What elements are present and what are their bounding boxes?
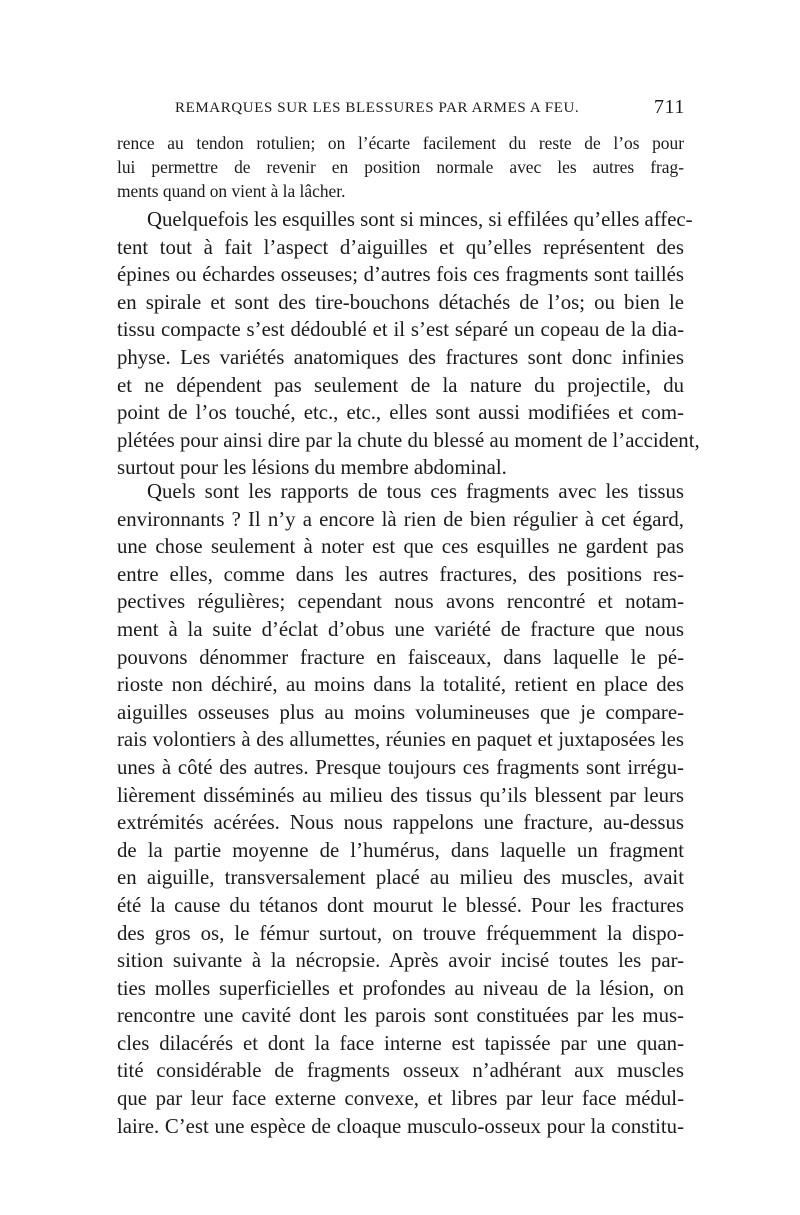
text-line: aiguilles osseuses plus au moins volumineuses que je compare- [117, 700, 684, 724]
running-title: REMARQUES SUR LES BLESSURES PAR ARMES A FEU. [175, 100, 580, 116]
text-line: des gros os, le fémur surtout, on trouve fréquemment la dispo- [117, 921, 684, 945]
running-header [175, 96, 685, 118]
text-line: lui permettre de revenir en position normale avec les autres frag- [117, 157, 684, 177]
text-line: de la partie moyenne de l’humérus, dans laquelle un fragment [117, 838, 684, 862]
text-line: tité considérable de fragments osseux n’adhérant aux muscles [117, 1059, 684, 1083]
text-line: en aiguille, transversalement placé au milieu des muscles, avait [117, 866, 684, 890]
text-line: environnants ? Il n’y a encore là rien de bien régulier à cet égard, [117, 507, 684, 531]
text-line: tent tout à fait l’aspect d’aiguilles et qu’elles représentent des [117, 235, 684, 259]
paragraph-rapports [117, 478, 684, 1140]
text-line: que par leur face externe convexe, et libres par leur face médul- [117, 1087, 684, 1111]
text-line: extrémités acérées. Nous nous rappelons une fracture, au-dessus [117, 811, 684, 835]
text-line: épines ou échardes osseuses; d’autres fois ces fragments sont taillés [117, 263, 684, 287]
text-line: unes à côté des autres. Presque toujours ces fragments sont irrégu- [117, 755, 684, 779]
paragraph-continuation [117, 131, 684, 203]
text-line: tissu compacte s’est dédoublé et il s’est séparé un copeau de la dia- [117, 318, 684, 342]
text-line: rais volontiers à des allumettes, réunies en paquet et juxtaposées les [117, 728, 684, 752]
text-line: en spirale et sont des tire-bouchons détachés de l’os; ou bien le [117, 290, 684, 314]
text-line: lièrement disséminés au milieu des tissus qu’ils blessent par leurs [117, 783, 684, 807]
text-line: rencontre une cavité dont les parois sont constituées par les mus- [117, 1004, 684, 1028]
text-line: sition suivante à la nécropsie. Après avoir incisé toutes les par- [117, 949, 684, 973]
text-line: Quels sont les rapports de tous ces fragments avec les tissus [147, 480, 684, 503]
text-line: été la cause du tétanos dont mourut le blessé. Pour les fractures [117, 893, 684, 917]
paragraph-esquilles [117, 206, 700, 482]
text-line: une chose seulement à noter est que ces esquilles ne gardent pas [117, 535, 684, 559]
page-number: 711 [653, 96, 685, 118]
text-line: entre elles, comme dans les autres fractures, des positions res- [117, 562, 684, 586]
text-line: ment à la suite d’éclat d’obus une variété de fracture que nous [117, 617, 684, 641]
text-line: point de l’os touché, etc., etc., elles sont aussi modifiées et com- [117, 401, 684, 425]
text-line: plétées pour ainsi dire par la chute du blessé au moment de l’accident, [117, 428, 700, 452]
text-line: physe. Les variétés anatomiques des fractures sont donc infinies [117, 345, 684, 369]
text-line: ties molles superficielles et profondes au niveau de la lésion, on [117, 976, 684, 1000]
text-line: et ne dépendent pas seulement de la nature du projectile, du [117, 373, 684, 397]
text-line: rioste non déchiré, au moins dans la totalité, retient en place des [117, 673, 684, 697]
text-line: Quelquefois les esquilles sont si minces, si effilées qu’elles affec- [147, 208, 693, 231]
text-line: ments quand on vient à la lâcher. [117, 181, 346, 201]
text-line: cles dilacérés et dont la face interne est tapissée par une quan- [117, 1031, 684, 1055]
text-line: rence au tendon rotulien; on l’écarte facilement du reste de l’os pour [117, 133, 684, 153]
text-line: pouvons dénommer fracture en faisceaux, dans laquelle le pé- [117, 645, 684, 669]
text-line: surtout pour les lésions du membre abdominal. [117, 456, 507, 480]
text-line: pectives régulières; cependant nous avons rencontré et notam- [117, 590, 684, 614]
text-line: laire. C’est une espèce de cloaque musculo-osseux pour la constitu- [117, 1114, 684, 1138]
